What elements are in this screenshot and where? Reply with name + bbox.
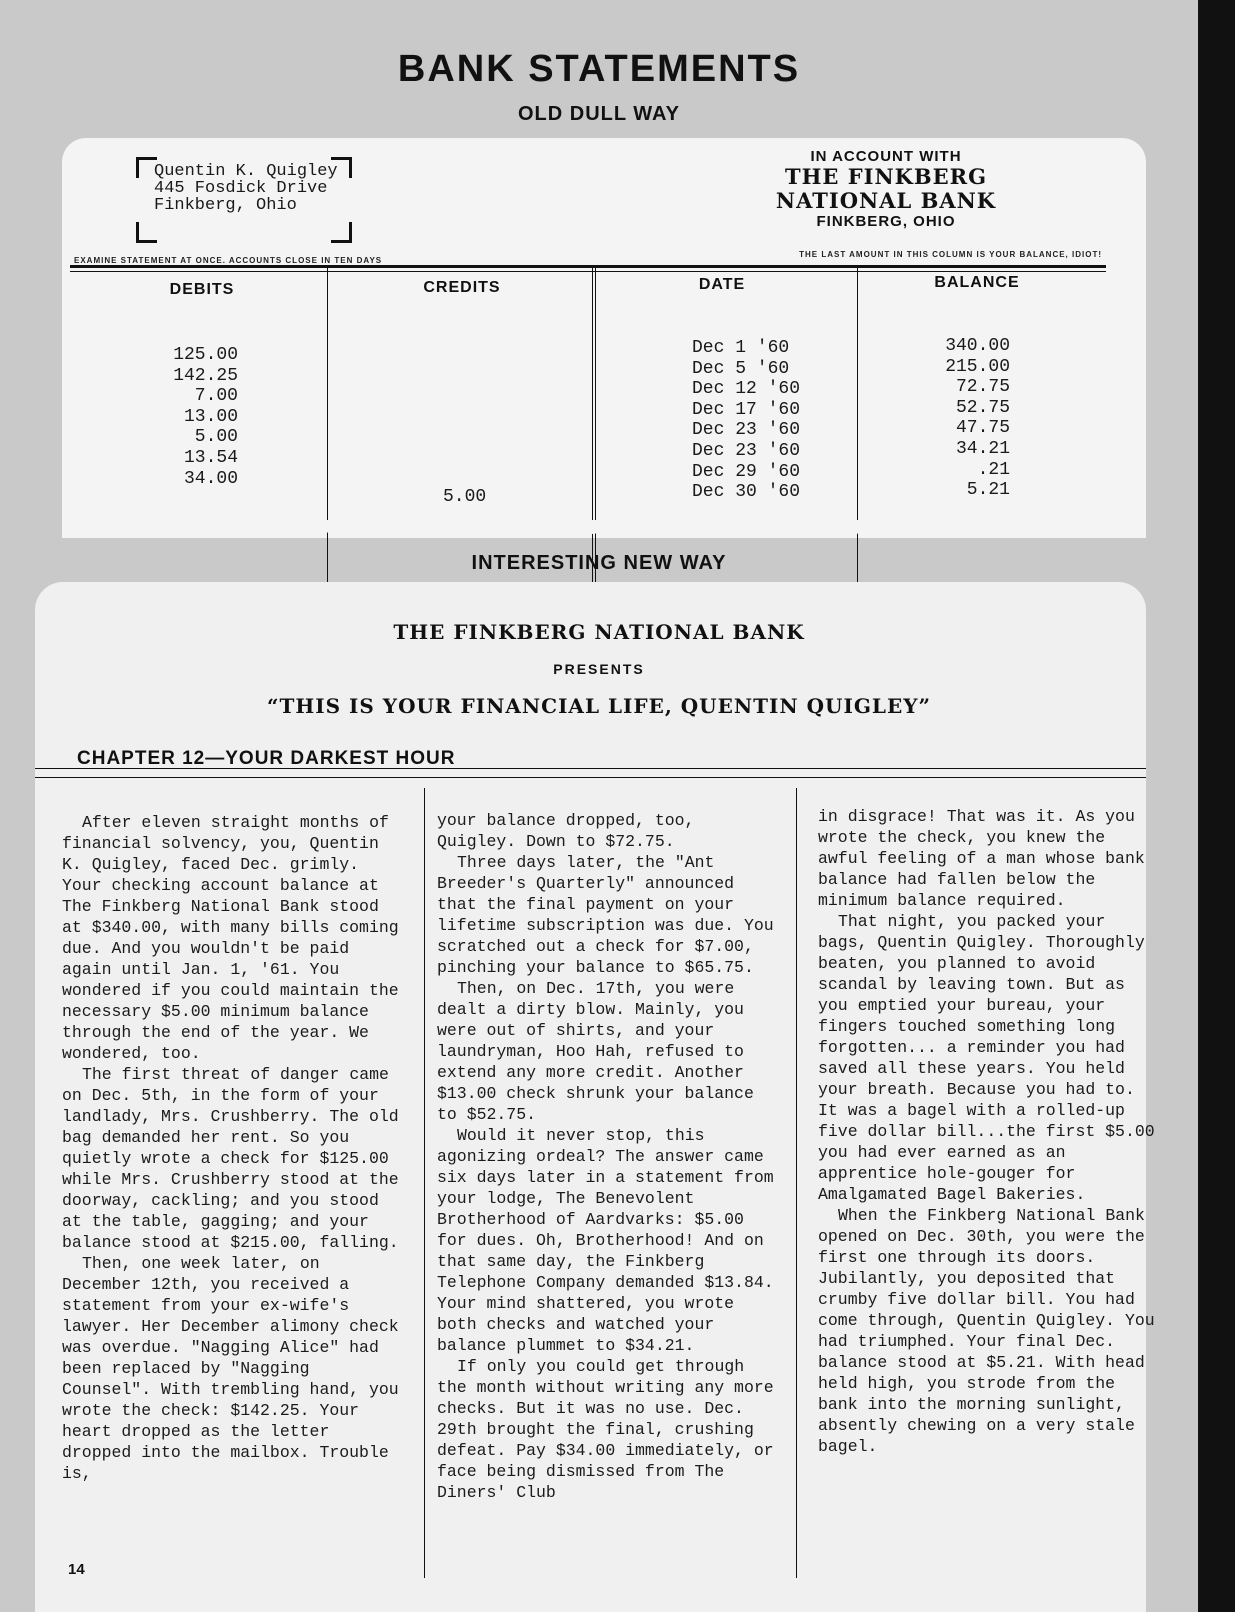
- in-account-with: IN ACCOUNT WITH: [810, 148, 962, 165]
- story-paragraph: Would it never stop, this agonizing ordeal? The answer came six days later in a statement from your lodge, The Benevolent Brotherhood of Aardvarks: $5.00 for dues. Oh, Brotherhood! And on that same day, the Finkberg Telephone Company demanded $13.84. Your mind shattered, you wrote both checks and watched your balance plummet to $34.21.: [437, 1126, 774, 1355]
- address-line: Quentin K. Quigley: [154, 162, 338, 181]
- date-value: Dec 23 '60: [692, 440, 801, 461]
- debits-column: [158, 345, 238, 489]
- credits-column: [443, 487, 486, 508]
- column-divider: [424, 788, 425, 1578]
- date-value: Dec 17 '60: [692, 399, 801, 420]
- story-column-2: [437, 810, 777, 1503]
- address-line: 445 Fosdick Drive: [154, 179, 328, 198]
- new-way-heading: INTERESTING NEW WAY: [471, 552, 727, 574]
- story-paragraph: That night, you packed your bags, Quentin Quigley. Thoroughly beaten, you planned to avoid scandal by leaving town. But as you emptied your bureau, your fingers touched something long forgotten... a reminder you had saved all these years. You held your breath. Because you had to. It was a bagel with a rolled-up five dollar bill...the first $5.00 you had ever earned as an apprentice hole-gouger for Amalgamated Bagel Bakeries.: [818, 912, 1155, 1204]
- presents-bank-name: THE FINKBERG NATIONAL BANK: [393, 620, 805, 644]
- balance-value: 215.00: [945, 356, 1010, 377]
- address-line: Finkberg, Ohio: [154, 196, 297, 215]
- date-value: Dec 29 '60: [692, 461, 801, 482]
- bank-statement: [62, 138, 1146, 538]
- balance-value: 52.75: [955, 397, 1010, 418]
- balance-value: 340.00: [945, 336, 1010, 356]
- bank-header: [746, 148, 1026, 230]
- debit-value: 142.25: [173, 365, 238, 386]
- story-paragraph: Three days later, the "Ant Breeder's Quarterly" announced that the final payment on your lifetime subscription was due. You scratched out a check for $7.00, pinching your balance to $65.75.: [437, 853, 774, 977]
- story-paragraph: The first threat of danger came on Dec. 5th, in the form of your landlady, Mrs. Crushberry. The old bag demanded her rent. So you quietly wrote a check for $125.00 while Mrs. Crushberry stood at the doorway, cackling; and you stood at the table, gagging; and your balance stood at $215.00, falling.: [62, 1065, 399, 1252]
- column-header-date: DATE: [698, 276, 746, 293]
- story-paragraph: After eleven straight months of financial solvency, you, Quentin K. Quigley, faced Dec. grimly. Your checking account balance at The Finkberg National Bank stood at $340.00, with many bills coming due. And you wouldn't be paid again until Jan. 1, '61. You wondered if you could maintain the necessary $5.00 minimum balance through the end of the year. We wondered, too.: [62, 813, 399, 1063]
- address-block: [142, 163, 362, 243]
- dates-column: [692, 338, 800, 503]
- date-value: Dec 12 '60: [692, 379, 801, 400]
- debit-value: 5.00: [194, 427, 238, 448]
- chapter-heading: CHAPTER 12—YOUR DARKEST HOUR: [77, 748, 456, 769]
- balances-column: [930, 336, 1010, 501]
- debit-value: 7.00: [194, 386, 238, 407]
- story-paragraph: If only you could get through the month without writing any more checks. But it was no use. Dec. 29th brought the final, crushing defeat. Pay $34.00 immediately, or face being dismissed from The Diners' Club: [437, 1357, 774, 1502]
- presents-label: PRESENTS: [553, 661, 645, 677]
- balance-value: 47.75: [955, 418, 1010, 439]
- credit-value: 5.00: [443, 487, 487, 507]
- column-header-balance: BALANCE: [934, 274, 1020, 291]
- divider: [35, 768, 1146, 769]
- divider: [35, 777, 1146, 778]
- old-way-heading: OLD DULL WAY: [517, 103, 680, 125]
- story-column-3: [818, 806, 1158, 1457]
- story-paragraph: in disgrace! That was it. As you wrote the check, you knew the awful feeling of a man whose bank balance had fallen below the minimum balance required.: [818, 807, 1145, 910]
- story-column-1: [62, 812, 402, 1484]
- balance-value: 72.75: [955, 377, 1010, 398]
- balance-value: 5.21: [966, 480, 1010, 501]
- debit-value: 34.00: [183, 468, 238, 489]
- column-divider: [796, 788, 797, 1578]
- date-value: Dec 1 '60: [692, 338, 790, 358]
- show-title: “THIS IS YOUR FINANCIAL LIFE, QUENTIN QUIGLEY”: [266, 694, 932, 718]
- date-value: Dec 5 '60: [692, 358, 790, 379]
- story-paragraph: When the Finkberg National Bank opened on Dec. 30th, you were the first one through its doors. Jubilantly, you deposited that crumby five dollar bill. You had come through, Quentin Quigley. You had triumphed. Your final Dec. balance stood at $5.21. With head held high, you strode from the bank into the morning sunlight, absently chewing on a very stale bagel.: [818, 1206, 1155, 1456]
- date-value: Dec 23 '60: [692, 420, 801, 441]
- balance-value: 34.21: [955, 438, 1010, 459]
- balance-value: .21: [977, 459, 1010, 480]
- page-number: 14: [68, 1561, 85, 1578]
- story-paragraph: Then, on Dec. 17th, you were dealt a dirty blow. Mainly, you were out of shirts, and your laundryman, Hoo Hah, refused to extend any more credit. Another $13.00 check shrunk your balance to $52.75.: [437, 979, 754, 1124]
- bank-city: FINKBERG, OHIO: [816, 213, 956, 230]
- torn-edge: [62, 520, 1146, 550]
- column-header-debits: DEBITS: [169, 281, 235, 298]
- column-header-credits: CREDITS: [423, 279, 501, 296]
- balance-note: THE LAST AMOUNT IN THIS COLUMN IS YOUR BALANCE, IDIOT!: [799, 250, 1102, 259]
- bank-name-line1: THE FINKBERG: [784, 164, 988, 189]
- story-paragraph: Then, one week later, on December 12th, you received a statement from your ex-wife's lawyer. Her December alimony check was overdue. "Nagging Alice" had been replaced by "Nagging Counsel". With trembling hand, you wrote the check: $142.25. Your heart dropped as the letter dropped into the mailbox. Trouble is,: [62, 1254, 399, 1483]
- date-value: Dec 30 '60: [692, 482, 801, 503]
- story-paragraph: your balance dropped, too, Quigley. Down to $72.75.: [437, 811, 695, 851]
- examine-note: EXAMINE STATEMENT AT ONCE. ACCOUNTS CLOSE IN TEN DAYS: [74, 256, 383, 265]
- debit-value: 125.00: [173, 345, 238, 365]
- page-title: BANK STATEMENTS: [397, 48, 801, 90]
- bank-name-line2: NATIONAL BANK: [775, 188, 997, 213]
- debit-value: 13.54: [183, 447, 238, 468]
- debit-value: 13.00: [183, 406, 238, 427]
